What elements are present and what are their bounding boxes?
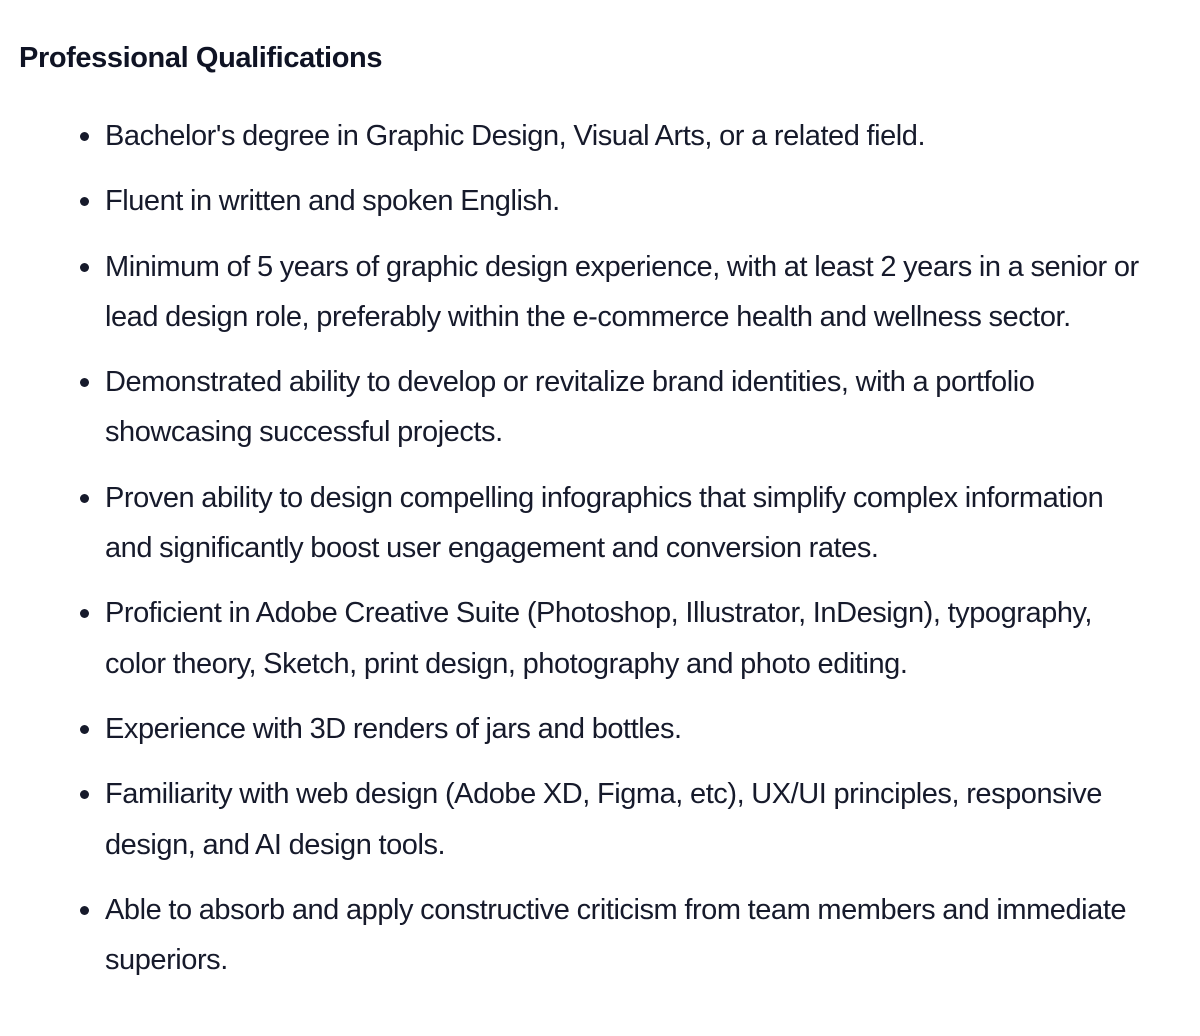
bullet-icon xyxy=(80,790,89,799)
list-item xyxy=(0,588,1200,689)
list-item-text: Demonstrated ability to develop or revitalize brand identities, with a portfolio showcasing successful projects. xyxy=(105,366,1035,449)
list-item xyxy=(0,357,1200,458)
bullet-icon xyxy=(80,906,89,915)
bullet-icon xyxy=(80,725,89,734)
list-item-text: Fluent in written and spoken English. xyxy=(105,185,560,218)
list-item-text: Minimum of 5 years of graphic design experience, with at least 2 years in a senior or lead design role, preferably within the e-commerce health and wellness sector. xyxy=(105,250,1139,333)
list-item xyxy=(0,111,1200,161)
qualifications-list xyxy=(0,111,1200,1000)
bullet-icon xyxy=(80,609,89,618)
list-item xyxy=(0,885,1200,986)
bullet-icon xyxy=(80,197,89,206)
list-item-text: Proficient in Adobe Creative Suite (Photoshop, Illustrator, InDesign), typography, color theory, Sketch, print design, photography and photo editing. xyxy=(105,597,1093,680)
list-item xyxy=(0,242,1200,343)
list-item xyxy=(0,769,1200,870)
list-item xyxy=(0,704,1200,754)
bullet-icon xyxy=(80,263,89,272)
list-item-text: Proven ability to design compelling infographics that simplify complex information and significantly boost user engagement and conversion rates. xyxy=(105,481,1104,565)
bullet-icon xyxy=(80,132,89,141)
list-item-text: Familiarity with web design (Adobe XD, Figma, etc), UX/UI principles, responsive design, and AI design tools. xyxy=(105,778,1102,861)
list-item-text: Able to absorb and apply constructive criticism from team members and immediate superiors. xyxy=(105,893,1127,977)
list-item xyxy=(0,473,1200,574)
bullet-icon xyxy=(80,378,89,387)
bullet-icon xyxy=(80,494,89,503)
list-item xyxy=(0,176,1200,226)
list-item-text: Experience with 3D renders of jars and bottles. xyxy=(105,712,682,745)
list-item-text: Bachelor's degree in Graphic Design, Visual Arts, or a related field. xyxy=(105,120,926,152)
section-heading: Professional Qualifications xyxy=(19,42,383,74)
